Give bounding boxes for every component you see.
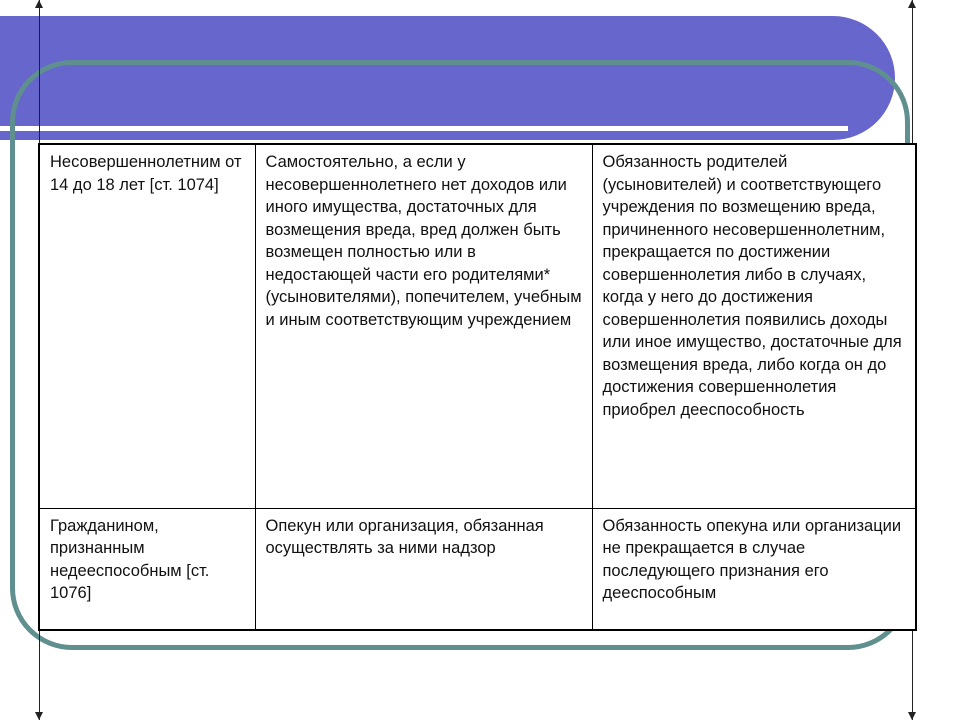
table-cell: Гражданином, признанным недееспособным [ст. 1076] (39, 508, 255, 630)
table-row (39, 144, 916, 508)
arrow-down-icon (35, 712, 43, 720)
arrow-down-icon (908, 712, 916, 720)
table-cell: Самостоятельно, а если у несовершеннолетнего нет доходов или иного имущества, достаточных для возмещения вреда, вред должен быть возмещен полностью или в недостающей части его родителями* (усыновителями), попечителем, учебным и иным соответствующим учреждением (255, 144, 592, 508)
table-cell: Опекун или организация, обязанная осуществлять за ними надзор (255, 508, 592, 630)
arrow-up-icon (35, 0, 43, 8)
table-cell: Обязанность родителей (усыновителей) и соответствующего учреждения по возмещению вреда, причиненного несовершеннолетним, прекращается по достижении совершеннолетия либо в случаях, когда у него до достижения совершеннолетия появились доходы или иное имущество, достаточные для возмещения вреда, либо когда он до достижения совершеннолетия приобрел дееспособность (592, 144, 916, 508)
table-cell: Обязанность опекуна или организации не прекращается в случае последующего признания его дееспособным (592, 508, 916, 630)
table-cell: Несовершеннолетним от 14 до 18 лет [ст. 1074] (39, 144, 255, 508)
table-row (39, 508, 916, 630)
liability-table (38, 143, 917, 631)
arrow-up-icon (908, 0, 916, 8)
